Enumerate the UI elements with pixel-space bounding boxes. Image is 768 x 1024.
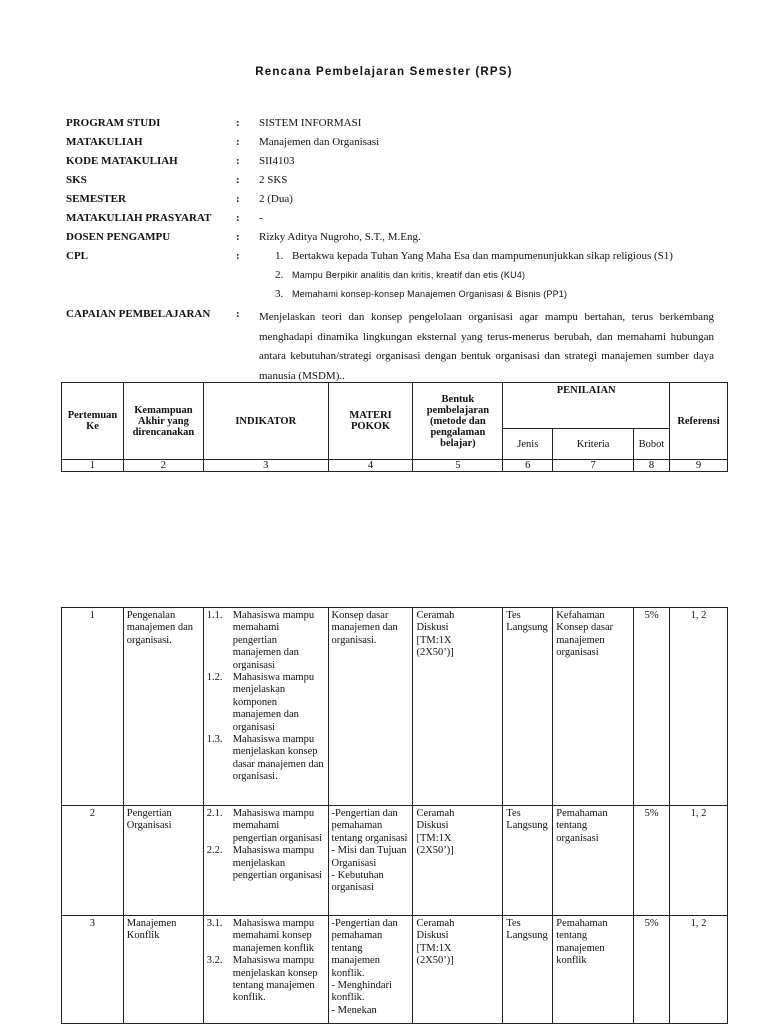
indikator-number: 2.1. [206,808,223,819]
header-jenis: Jenis [503,429,553,460]
materi-line: - Menghindari konflik. [331,980,392,1004]
bentuk-line: Diskusi [416,820,449,832]
info-value: 2 (Dua) [259,193,293,205]
cell-kriteria: Pemahaman tentang manajemen konflik [553,916,634,1024]
cell-pertemuan: 1 [62,608,124,806]
cell-bobot: 5% [634,608,670,806]
column-number: 6 [503,460,553,472]
cell-referensi: 1, 2 [670,916,728,1024]
indikator-number: 3.2. [206,955,223,967]
info-colon: : [236,212,240,224]
info-colon: : [236,117,240,129]
indikator-item [207,734,325,784]
indikator-text: Mahasiswa mampu menjelaskan konsep dasar manajemen dan organisasi. [232,734,324,783]
capaian-text: Menjelaskan teori dan konsep pengelolaan organisasi agar mampu bertahan, terus berkembang menghadapi dinamika lingkungan eksternal yang terus-menerus berubah, dan memahami hubungan antara kebutuhan/strategi organisasi dengan bentuk organisasi dan strategi manajemen sumber daya manusia (MSDM).. [259,311,714,382]
info-dosen [66,231,716,250]
cell-kriteria: Pemahaman tentang organisasi [553,806,634,916]
cell-indikator [203,608,328,806]
column-number: 4 [328,460,413,472]
header-penilaian: PENILAIAN [503,383,670,429]
header-bobot: Bobot [634,429,670,460]
info-label: SEMESTER [66,193,126,205]
indikator-number: 3.1. [206,918,223,929]
cpl-text: Bertakwa kepada Tuhan Yang Maha Esa dan mampumenunjukkan sikap religious (S1) [292,250,673,262]
materi-line: -Pengertian dan pemahaman tentang manajemen konflik. [331,918,398,979]
column-number: 8 [634,460,670,472]
bentuk-line: Ceramah [416,918,455,929]
column-number: 3 [203,460,328,472]
info-kode [66,155,716,174]
cell-materi [328,608,413,806]
info-colon: : [236,193,240,205]
indikator-number: 1.2. [206,672,223,684]
cell-indikator [203,806,328,916]
document-title: Rencana Pembelajaran Semester (RPS) [255,66,513,78]
header-referensi: Referensi [670,383,728,460]
cell-materi [328,806,413,916]
header-bentuk: Bentuk pembelajaran (metode dan pengalaman belajar) [413,383,503,460]
info-label: DOSEN PENGAMPU [66,231,171,243]
cell-bobot: 5% [634,916,670,1024]
indikator-number: 1.1. [206,610,223,621]
cell-referensi: 1, 2 [670,806,728,916]
cell-bobot: 5% [634,806,670,916]
cpl-number: 1. [275,250,284,262]
indikator-text: Mahasiswa mampu menjelaskan komponen manajemen dan organisasi [232,672,315,733]
bentuk-line: Diskusi [416,930,449,942]
info-capaian [66,308,716,386]
info-prasyarat [66,212,716,231]
cpl-item [259,250,673,269]
rps-table-header [61,382,728,472]
table-row [62,916,728,1024]
course-info [66,117,716,386]
indikator-item [207,672,325,734]
column-number: 2 [123,460,203,472]
info-label: MATAKULIAH [66,136,143,148]
cpl-number: 3. [275,288,284,300]
materi-line: - Misi dan Tujuan Organisasi [331,845,407,869]
column-number: 9 [670,460,728,472]
indikator-text: Mahasiswa mampu memahami pengertian organisasi [232,808,323,844]
indikator-number: 1.3. [206,734,223,746]
cell-referensi: 1, 2 [670,608,728,806]
table-row [62,608,728,806]
cell-kemampuan: Pengenalan manajemen dan organisasi. [123,608,203,806]
info-label: CAPAIAN PEMBELAJARAN [66,308,211,320]
info-colon: : [236,231,240,243]
column-number: 7 [553,460,634,472]
header-kemampuan: Kemampuan Akhir yang direncanakan [123,383,203,460]
cell-materi [328,916,413,1024]
cell-bentuk [413,608,503,806]
cpl-number: 2. [275,269,284,281]
info-value: SISTEM INFORMASI [259,117,362,129]
indikator-text: Mahasiswa mampu memahami pengertian manajemen dan organisasi [232,610,315,671]
table-row [62,806,728,916]
info-value: SII4103 [259,155,295,167]
indikator-text: Mahasiswa mampu memahami konsep manajemen konflik [232,918,315,954]
info-label: PROGRAM STUDI [66,117,161,129]
info-colon: : [236,155,240,167]
info-label: SKS [66,174,87,186]
indikator-item [207,845,325,882]
indikator-number: 2.2. [206,845,223,857]
cell-bentuk [413,916,503,1024]
indikator-text: Mahasiswa mampu menjelaskan konsep tentang manajemen konflik. [232,955,318,1004]
cpl-list [259,250,673,307]
indikator-text: Mahasiswa mampu menjelaskan pengertian organisasi [232,845,323,882]
bentuk-line: [TM:1X [416,832,452,844]
header-indikator: INDIKATOR [203,383,328,460]
info-value: Rizky Aditya Nugroho, S.T., M.Eng. [259,231,421,243]
cpl-item [259,269,526,288]
cell-kriteria: Kefahaman Konsep dasar manajemen organisasi [553,608,634,806]
bentuk-line: Ceramah [416,610,455,621]
materi-line: - Kebutuhan organisasi [331,870,384,894]
info-value: - [259,212,263,224]
cell-kemampuan: Pengertian Organisasi [123,806,203,916]
header-pertemuan: Pertemuan Ke [62,383,124,460]
cell-jenis: Tes Langsung [503,608,553,806]
header-materi: MATERI POKOK [328,383,413,460]
indikator-item [207,955,325,1005]
cell-jenis: Tes Langsung [503,806,553,916]
cpl-item [259,288,568,307]
info-label: CPL [66,250,88,262]
rps-table-body [61,607,728,1024]
cell-kemampuan: Manajemen Konflik [123,916,203,1024]
cell-jenis: Tes Langsung [503,916,553,1024]
info-value: 2 SKS [259,174,288,186]
info-cpl [66,250,716,308]
bentuk-line: Diskusi [416,622,449,634]
info-colon: : [236,174,240,186]
cpl-text: Mampu Berpikir analitis dan kritis, kreatif dan etis (KU4) [292,270,526,280]
bentuk-line: (2X50’)] [416,647,454,659]
materi-line: - Menekan [331,1004,377,1016]
cell-indikator [203,916,328,1024]
info-label: KODE MATAKULIAH [66,155,178,167]
materi-line: Konsep dasar manajemen dan organisasi. [331,610,398,646]
info-colon: : [236,308,240,320]
info-program-studi [66,117,716,136]
column-number: 5 [413,460,503,472]
info-colon: : [236,250,240,262]
bentuk-line: [TM:1X [416,634,452,646]
info-label: MATAKULIAH PRASYARAT [66,212,212,224]
column-number: 1 [62,460,124,472]
header-kriteria: Kriteria [553,429,634,460]
indikator-item [207,918,325,955]
info-colon: : [236,136,240,148]
indikator-item [207,610,325,672]
info-sks [66,174,716,193]
indikator-item [207,808,325,845]
bentuk-line: Ceramah [416,808,455,819]
cell-pertemuan: 2 [62,806,124,916]
info-matakuliah [66,136,716,155]
info-semester [66,193,716,212]
bentuk-line: [TM:1X [416,942,452,954]
materi-line: -Pengertian dan pemahaman tentang organisasi [331,808,408,844]
info-value: Manajemen dan Organisasi [259,136,380,148]
cpl-text: Memahami konsep-konsep Manajemen Organisasi & Bisnis (PP1) [292,289,568,299]
bentuk-line: (2X50’)] [416,845,454,857]
bentuk-line: (2X50’)] [416,955,454,967]
cell-pertemuan: 3 [62,916,124,1024]
cell-bentuk [413,806,503,916]
